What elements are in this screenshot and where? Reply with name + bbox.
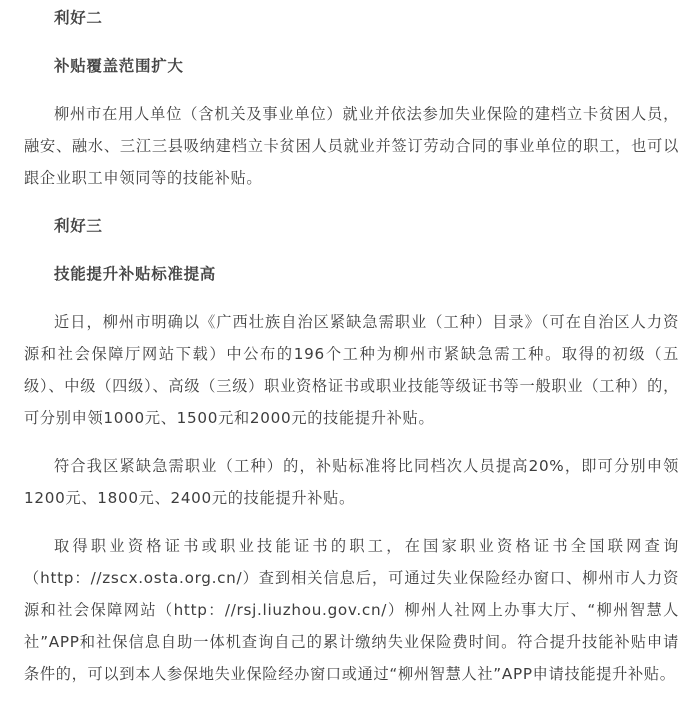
section-title-subsidy-coverage: 补贴覆盖范围扩大 (54, 57, 184, 75)
paragraph-coverage: 柳州市在用人单位（含机关及事业单位）就业并依法参加失业保险的建档立卡贫困人员，融安、融水、三江三县吸纳建档立卡贫困人员就业并签订劳动合同的事业单位的职工，也可以跟企业职工申领同等的技能补贴。 (24, 105, 679, 187)
paragraph-skill-standard: 近日，柳州市明确以《广西壮族自治区紧缺急需职业（工种）目录》（可在自治区人力资源和社会保障厅网站下载）中公布的196个工种为柳州市紧缺急需工种。取得的初级（五级）、中级（四级）、高级（三级）职业资格证书或职业技能等级证书等一般职业（工种）的，可分别申领1000元、1500元和2000元的技能提升补贴。 (24, 313, 679, 427)
section-label-benefit-3: 利好三 (54, 217, 103, 235)
section-title-skill-subsidy: 技能提升补贴标准提高 (54, 265, 217, 283)
paragraph-shortage-bonus: 符合我区紧缺急需职业（工种）的，补贴标准将比同档次人员提高20%，即可分别申领1200元、1800元、2400元的技能提升补贴。 (24, 457, 679, 507)
section-label-benefit-2: 利好二 (54, 9, 103, 27)
paragraph-how-to-apply: 取得职业资格证书或职业技能证书的职工，在国家职业资格证书全国联网查询（http：//zscx.osta.org.cn/）查到相关信息后，可通过失业保险经办窗口、柳州市人力资源和社会保障网站（http：//rsj.liuzhou.gov.cn/）柳州人社网上办事大厅、“柳州智慧人社”APP和社保信息自助一体机查询自己的累计缴纳失业保险费时间。符合提升技能补贴申请条件的，可以到本人参保地失业保险经办窗口或通过“柳州智慧人社”APP申请技能提升补贴。 (24, 537, 679, 683)
